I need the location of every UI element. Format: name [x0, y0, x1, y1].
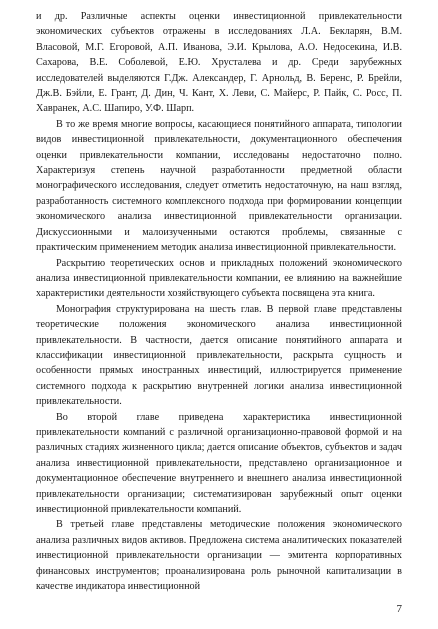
paragraph-3: Раскрытию теоретических основ и прикладных положений экономического анализа инвестиционной привлекательности компании, ее влиянию на важнейшие характеристики деятельности хозяйствующего субъекта посвящена эта книга. [36, 257, 402, 300]
body-text [36, 9, 402, 594]
paragraph-6: В третьей главе представлены методические положения экономического анализа различных видов активов. Предложена система аналитических показателей инвестиционной привлекательности организации — эмитента корпоративных финансовых инструментов; проанализирована роль рыночной капитализации в качестве индикатора инвестиционной [36, 519, 402, 593]
paragraph-4: Монография структурирована на шесть глав. В первой главе представлены теоретические положения экономического анализа инвестиционной привлекательности. В частности, дается описание понятийного аппарата и классификации инвестиционной привлекательности, раскрыта сущность и особенности прямых иностранных инвестиций, иллюстрируется применение системного подхода к раскрытию внутренней логики анализа инвестиционной привлекательности. [36, 303, 402, 408]
paragraph-5: Во второй главе приведена характеристика инвестиционной привлекательности компаний с различной организационно-правовой формой и на различных стадиях жизненного цикла; дается описание объектов, субъектов и задач анализа инвестиционной привлекательности, представлено организационное и документационное обеспечение внутреннего и внешнего анализа инвестиционной привлекательности организации; систематизирован зарубежный опыт оценки инвестиционной привлекательности компаний. [36, 411, 402, 515]
paragraph-1: и др. Различные аспекты оценки инвестиционной привлекательности экономических субъектов отражены в исследованиях Л.А. Бекларян, В.М. Власовой, М.Г. Егоровой, А.П. Иванова, Э.И. Крылова, А.О. Недосекина, И.В. Сахарова, В.Е. Соболевой, Е.Ю. Хрусталева и др. Среди зарубежных исследователей выделяются Г.Дж. Александер, Г. Арнольд, В. Беренс, Р. Брейли, Дж.В. Бэйли, Е. Грант, Д. Дин, Ч. Кант, Х. Леви, С. Майерс, Р. Пайк, С. Росс, П. Хавранек, А.С. Шапиро, У.Ф. Шарп. [36, 11, 402, 115]
page-number: 7 [396, 603, 402, 615]
paragraph-2: В то же время многие вопросы, касающиеся понятийного аппарата, типологии видов инвестиционной привлекательности, документационного обеспечения оценки привлекательности компании, исследованы недостаточно полно. Характеризуя степень научной разработанности предметной области монографического исследования, следует отметить недостаточную, на наш взгляд, разработанность системного комплексного подхода при формировании концепции экономического анализа инвестиционной привлекательности организации. Дискуссионными и малоизученными остаются проблемы, связанные с практическим применением методик анализа инвестиционной привлекательности. [36, 118, 402, 254]
